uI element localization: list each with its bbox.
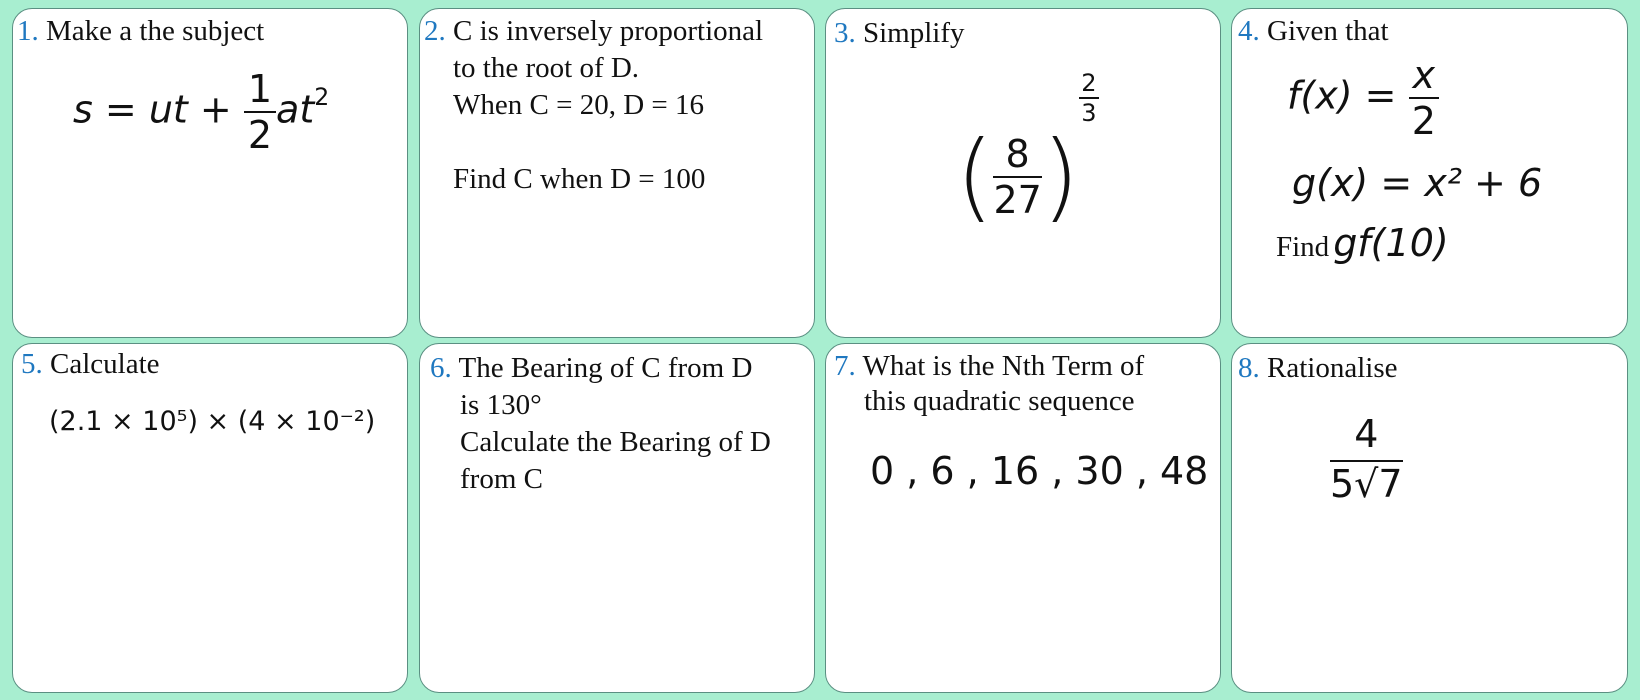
find-expression: gf(10) xyxy=(1333,221,1449,265)
question-8-text xyxy=(1238,350,1397,387)
question-6-line-2: is 130° xyxy=(460,389,542,421)
exponent-numerator: 2 xyxy=(1081,69,1097,97)
eq-fraction-denominator: 2 xyxy=(247,113,273,157)
question-card-8 xyxy=(1231,343,1628,693)
base-denominator: 27 xyxy=(993,177,1042,222)
question-2-line-4: Find C when D = 100 xyxy=(453,163,706,195)
base-numerator: 8 xyxy=(993,132,1041,178)
question-2-line-1 xyxy=(424,13,763,50)
question-card-7 xyxy=(825,343,1221,693)
question-card-5 xyxy=(12,343,408,693)
power-expression xyxy=(956,69,1099,233)
eq-equals: = xyxy=(104,87,137,132)
question-number: 3. xyxy=(834,17,856,49)
question-1-text xyxy=(17,13,264,50)
suvat-equation xyxy=(73,67,329,157)
question-6-line-3: Calculate the Bearing of D xyxy=(460,426,771,458)
question-number: 2. xyxy=(424,15,446,47)
exponent-fraction xyxy=(1079,69,1098,127)
standard-form-expression: (2.1 × 10⁵) × (4 × 10⁻²) xyxy=(49,406,376,437)
eq-exponent: 2 xyxy=(314,82,330,111)
question-title: Rationalise xyxy=(1267,352,1398,384)
exponent-denominator: 3 xyxy=(1081,99,1097,127)
question-title: Make a the subject xyxy=(46,15,265,47)
question-card-3 xyxy=(825,8,1221,338)
right-paren: ) xyxy=(1041,120,1080,233)
quadratic-sequence: 0 , 6 , 16 , 30 , 48 xyxy=(870,449,1209,493)
question-card-2 xyxy=(419,8,815,338)
eq-s: s xyxy=(73,87,93,132)
g-definition: g(x) = x² + 6 xyxy=(1292,161,1543,205)
eq-at: at xyxy=(276,87,315,132)
question-card-4 xyxy=(1231,8,1628,338)
question-text: What is the Nth Term of xyxy=(862,350,1145,382)
f-fraction xyxy=(1409,53,1440,143)
f-definition xyxy=(1287,53,1439,143)
question-title: Given that xyxy=(1267,15,1389,47)
question-title: Simplify xyxy=(863,17,965,49)
question-7-line-1 xyxy=(834,348,1144,385)
f-denominator: 2 xyxy=(1411,99,1436,143)
f-lhs: f(x) = xyxy=(1287,73,1397,118)
question-2-line-2: to the root of D. xyxy=(453,52,640,84)
surd-denominator: 5√7 xyxy=(1330,462,1403,506)
question-4-text xyxy=(1238,13,1389,50)
question-number: 6. xyxy=(430,352,452,384)
question-number: 8. xyxy=(1238,352,1260,384)
eq-fraction-numerator: 1 xyxy=(244,67,276,113)
question-text: C is inversely proportional xyxy=(453,15,764,47)
question-6-line-4: from C xyxy=(460,463,543,495)
question-5-text xyxy=(21,346,160,383)
base-fraction xyxy=(993,132,1041,222)
left-paren: ( xyxy=(956,120,994,233)
find-label: Find xyxy=(1276,231,1330,263)
find-line xyxy=(1276,221,1449,265)
eq-fraction xyxy=(244,67,276,157)
eq-ut: ut xyxy=(148,87,188,132)
question-number: 1. xyxy=(17,15,39,47)
question-title: Calculate xyxy=(50,348,160,380)
question-number: 7. xyxy=(834,350,856,382)
question-6-line-1 xyxy=(430,350,752,387)
surd-fraction xyxy=(1330,412,1403,506)
question-3-text xyxy=(834,15,965,52)
question-2-line-3: When C = 20, D = 16 xyxy=(453,89,704,121)
question-number: 4. xyxy=(1238,15,1260,47)
question-card-6 xyxy=(419,343,815,693)
surd-numerator: 4 xyxy=(1330,412,1403,462)
question-7-line-2: this quadratic sequence xyxy=(864,385,1135,417)
f-numerator: x xyxy=(1409,53,1440,99)
eq-plus: + xyxy=(199,87,232,132)
question-card-1 xyxy=(12,8,408,338)
question-number: 5. xyxy=(21,348,43,380)
question-text: The Bearing of C from D xyxy=(458,352,753,384)
